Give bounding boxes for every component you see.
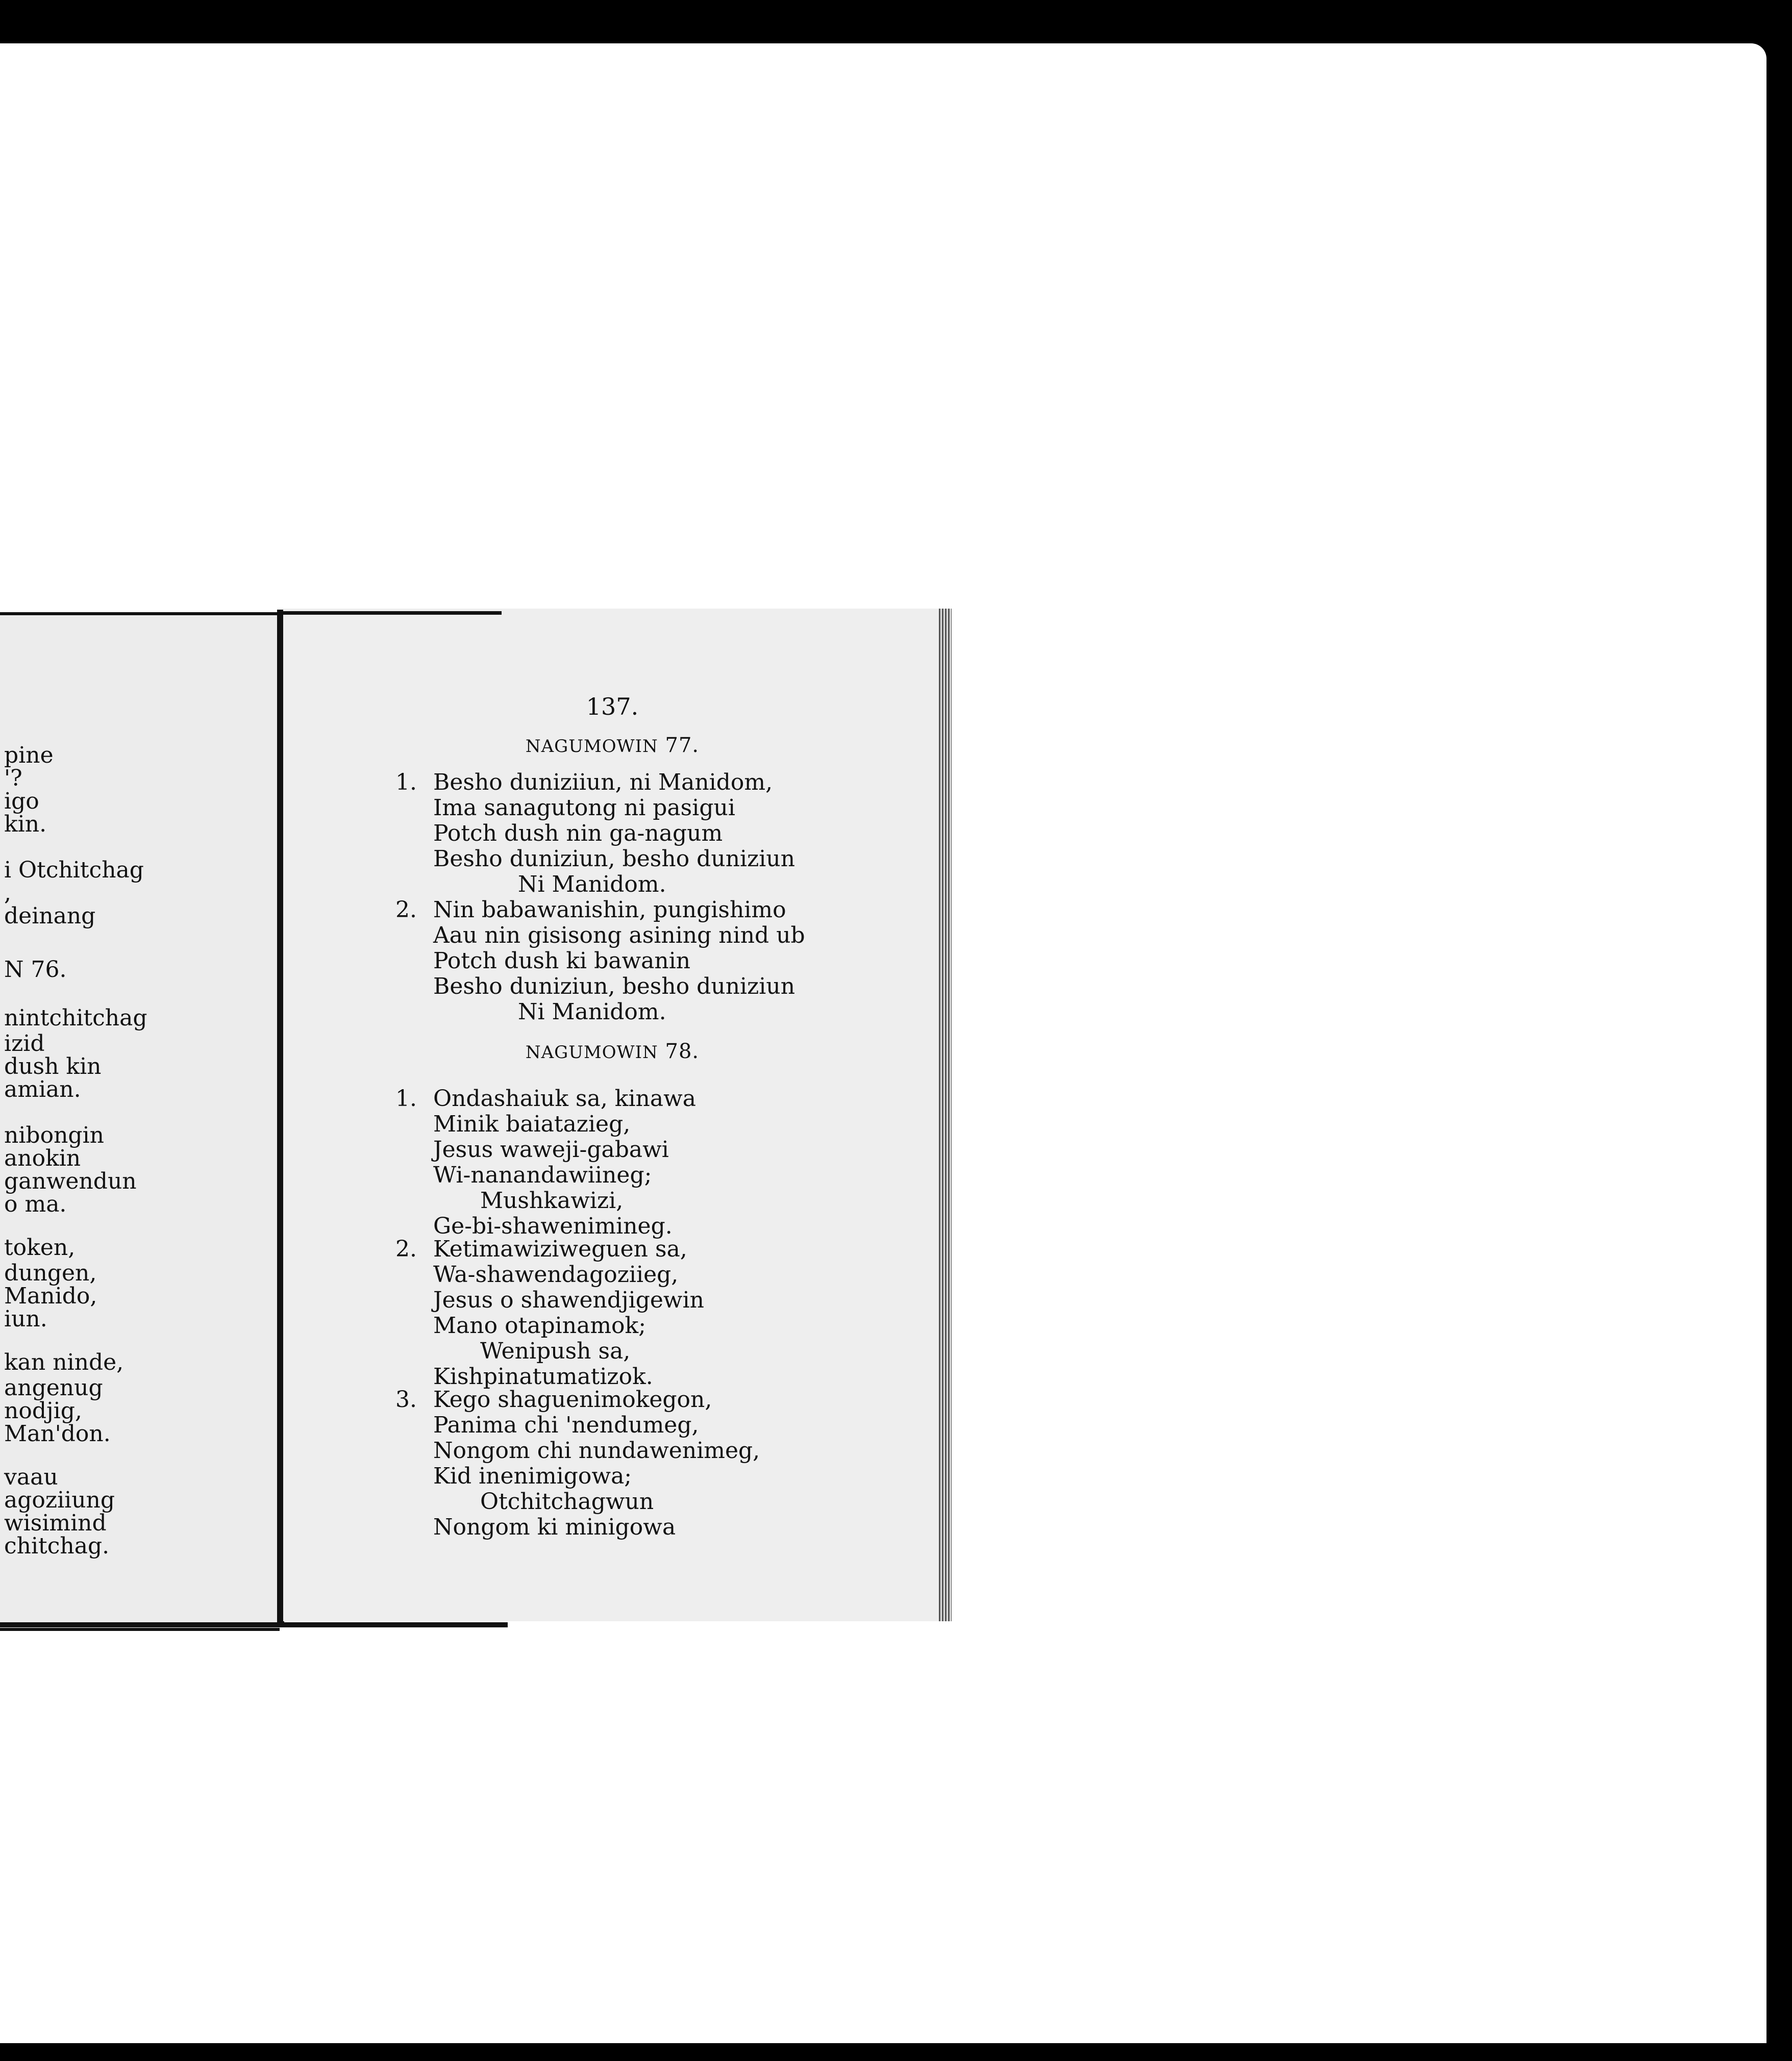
left-page-fragment: kan ninde, [4, 1349, 124, 1375]
left-page-fragment: chitchag. [4, 1533, 110, 1559]
verse-line: Mano otapinamok; [433, 1313, 646, 1339]
verse-number: 1. [395, 1086, 417, 1112]
verse-line: Kid inenimigowa; [433, 1463, 632, 1489]
verse-line: Jesus o shawendjigewin [433, 1287, 704, 1313]
verse-line: Kishpinatumatizok. [433, 1364, 653, 1390]
left-page-fragment: pine [4, 742, 54, 768]
verse-line: Wenipush sa, [480, 1338, 631, 1364]
left-page-fragment: Manido, [4, 1283, 97, 1309]
cover-edge-top [280, 611, 502, 615]
book-spread [0, 43, 1766, 2043]
verse-line: Ge-bi-shawenimineg. [433, 1213, 673, 1239]
left-page-fragment: Man'don. [4, 1421, 111, 1447]
left-page-fragment: igo [4, 788, 39, 814]
left-page-fragment: , [4, 880, 11, 906]
hymn-title [283, 734, 941, 757]
verse-number: 2. [395, 897, 417, 923]
right-page [283, 609, 941, 1621]
verse-line: Nin babawanishin, pungishimo [433, 897, 786, 923]
verse-line: Aau nin gisisong asining nind ub [433, 922, 805, 948]
scan-sheet [0, 43, 1766, 2043]
hymn-number: 78. [658, 1040, 700, 1063]
verse-line: Besho duniziiun, ni Manidom, [433, 769, 773, 795]
left-page-fragment: dush kin [4, 1053, 102, 1079]
verse-line: Nongom ki minigowa [433, 1514, 676, 1540]
verse-line: Potch dush ki bawanin [433, 948, 691, 974]
left-page-fragment: '? [4, 765, 22, 791]
left-page-fragment: ganwendun [4, 1168, 137, 1194]
left-page-fragment: deinang [4, 903, 96, 929]
page-edge [939, 609, 952, 1621]
left-page-fragment: i Otchitchag [4, 857, 144, 883]
verse-number: 1. [395, 769, 417, 795]
left-page [0, 612, 280, 1631]
left-page-fragment: anokin [4, 1145, 81, 1171]
left-page-fragment: nintchitchag [4, 1005, 147, 1031]
verse-line: Ima sanagutong ni pasigui [433, 795, 735, 821]
verse-line: Mushkawizi, [480, 1188, 624, 1214]
verse-line: Ondashaiuk sa, kinawa [433, 1086, 696, 1112]
left-page-fragment: nodjig, [4, 1398, 82, 1424]
verse-line: Ni Manidom. [518, 871, 666, 897]
verse-line: Minik baiatazieg, [433, 1111, 631, 1137]
left-page-fragment: vaau [4, 1464, 58, 1490]
verse-line: Wi-nanandawiineg; [433, 1162, 652, 1188]
verse-line: Potch dush nin ga-nagum [433, 820, 723, 846]
verse-line: Panima chi 'nendumeg, [433, 1412, 699, 1438]
verse-line: Kego shaguenimokegon, [433, 1387, 712, 1413]
verse-line: Nongom chi nundawenimeg, [433, 1438, 760, 1464]
verse-line: Besho duniziun, besho duniziun [433, 846, 795, 872]
verse-number: 2. [395, 1236, 417, 1262]
left-page-fragment: token, [4, 1235, 76, 1261]
left-page-fragment: izid [4, 1030, 45, 1057]
page-number: 137. [586, 693, 639, 720]
left-page-fragment: kin. [4, 811, 47, 837]
left-page-fragment: dungen, [4, 1260, 97, 1286]
left-page-fragment: angenug [4, 1375, 103, 1401]
hymn-title-label: NAGUMOWIN [525, 736, 658, 757]
right-page-content [283, 609, 941, 1621]
verse-line: Jesus waweji-gabawi [433, 1137, 669, 1163]
verse-line: Ketimawiziweguen sa, [433, 1236, 687, 1262]
verse-line: Otchitchagwun [480, 1489, 654, 1515]
verse-number: 3. [395, 1387, 417, 1413]
left-page-fragment: N 76. [4, 957, 67, 983]
verse-line: Ni Manidom. [518, 999, 666, 1025]
hymn-title-label: NAGUMOWIN [525, 1042, 658, 1063]
left-page-fragment: agoziiung [4, 1487, 115, 1513]
left-page-fragment: amian. [4, 1076, 81, 1102]
left-page-fragment: nibongin [4, 1122, 104, 1148]
left-page-fragment: wisimind [4, 1510, 107, 1536]
left-page-fragment: o ma. [4, 1191, 67, 1217]
hymn-number: 77. [658, 734, 700, 757]
hymn-title [283, 1040, 941, 1063]
left-page-fragment: iun. [4, 1306, 47, 1332]
verse-line: Wa-shawendagoziieg, [433, 1262, 679, 1288]
cover-edge-bottom [0, 1622, 508, 1627]
verse-line: Besho duniziun, besho duniziun [433, 973, 795, 999]
